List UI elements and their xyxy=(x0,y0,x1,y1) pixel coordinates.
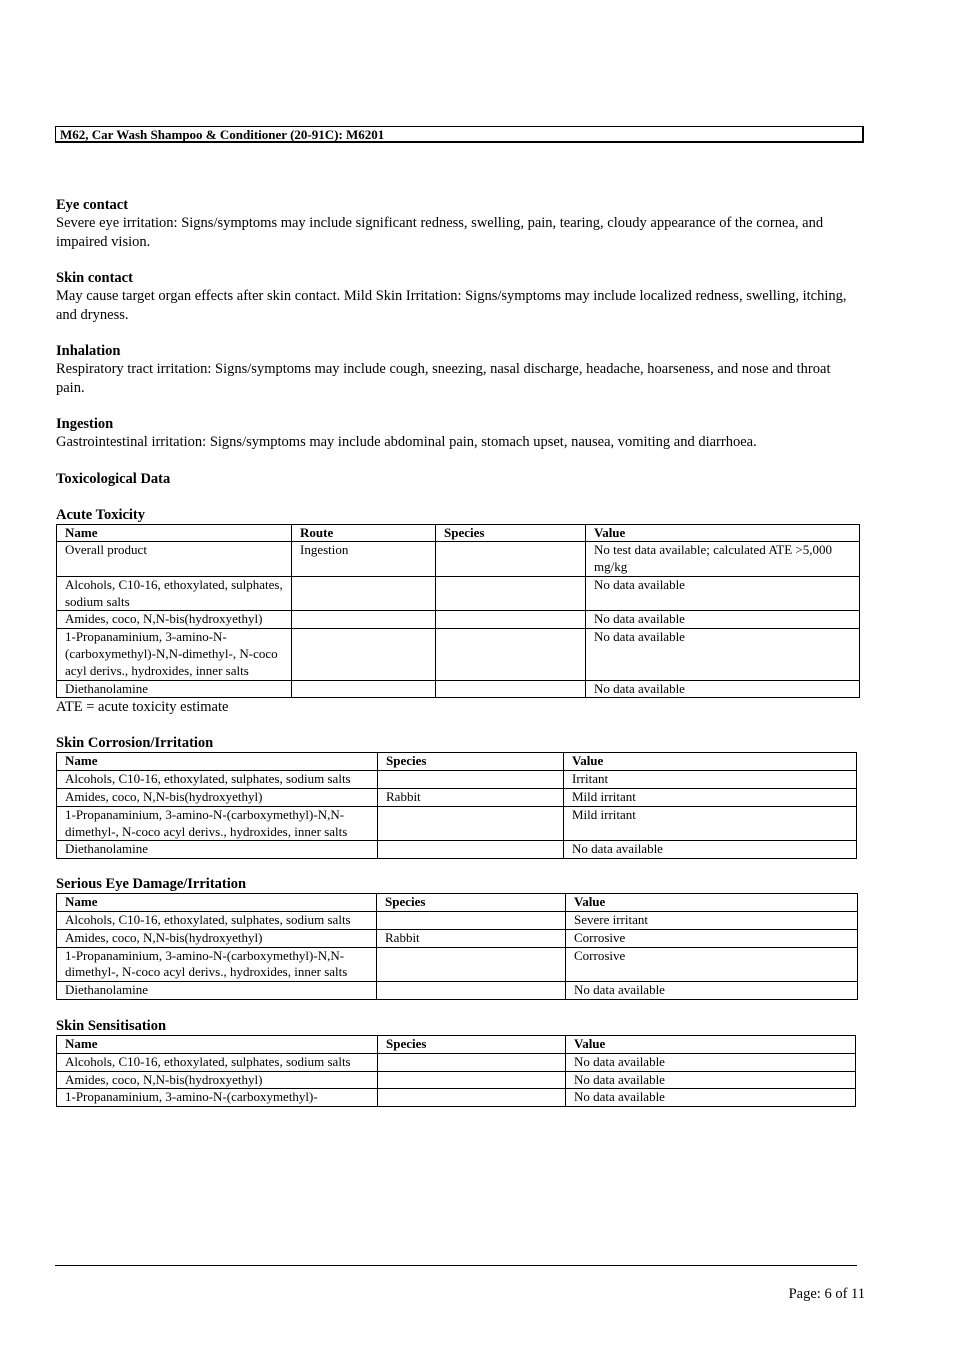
table-cell: 1-Propanaminium, 3-amino-N-(carboxymethyl)- xyxy=(57,1089,378,1107)
column-header: Name xyxy=(57,524,292,542)
table-cell: Alcohols, C10-16, ethoxylated, sulphates, sodium salts xyxy=(57,1053,378,1071)
skin-corrosion-table xyxy=(56,752,857,859)
document-body xyxy=(56,196,856,1107)
table-cell xyxy=(292,611,436,629)
table-row xyxy=(57,947,858,982)
table-row xyxy=(57,1053,856,1071)
table-cell xyxy=(377,947,566,982)
table-row xyxy=(57,929,858,947)
table-header-row xyxy=(57,524,860,542)
table-cell: 1-Propanaminium, 3-amino-N-(carboxymethyl)-N,N-dimethyl-, N-coco acyl derivs., hydroxides, inner salts xyxy=(57,629,292,680)
table-cell: No test data available; calculated ATE >5,000 mg/kg xyxy=(586,542,860,577)
section-heading: Ingestion xyxy=(56,416,114,432)
table-row xyxy=(57,1071,856,1089)
table-cell: No data available xyxy=(566,982,858,1000)
column-header: Name xyxy=(57,1036,378,1054)
column-header: Value xyxy=(586,524,860,542)
column-header: Value xyxy=(564,753,857,771)
table-row xyxy=(57,542,860,577)
table-cell: Corrosive xyxy=(566,929,858,947)
eye-contact-section xyxy=(56,196,856,251)
table-header-row xyxy=(57,894,858,912)
table-cell: Amides, coco, N,N-bis(hydroxyethyl) xyxy=(57,1071,378,1089)
section-heading: Skin contact xyxy=(56,270,133,286)
column-header: Value xyxy=(566,894,858,912)
table-cell: Amides, coco, N,N-bis(hydroxyethyl) xyxy=(57,789,378,807)
skin-contact-section xyxy=(56,269,856,324)
table-cell: Rabbit xyxy=(377,929,566,947)
toxicological-data-heading: Toxicological Data xyxy=(56,470,171,487)
table-cell: Irritant xyxy=(564,771,857,789)
table-cell xyxy=(378,806,564,841)
table-cell: No data available xyxy=(586,629,860,680)
table-cell: Alcohols, C10-16, ethoxylated, sulphates, sodium salts xyxy=(57,912,377,930)
inhalation-section xyxy=(56,342,856,397)
table-row xyxy=(57,576,860,611)
table-cell: Diethanolamine xyxy=(57,841,378,859)
table-cell: No data available xyxy=(586,576,860,611)
table-cell: Overall product xyxy=(57,542,292,577)
table-cell: No data available xyxy=(566,1053,856,1071)
column-header: Species xyxy=(436,524,586,542)
column-header: Name xyxy=(57,894,377,912)
skin-sensitisation-table xyxy=(56,1035,856,1107)
table-cell xyxy=(377,982,566,1000)
table-cell: 1-Propanaminium, 3-amino-N-(carboxymethyl)-N,N-dimethyl-, N-coco acyl derivs., hydroxides, inner salts xyxy=(57,806,378,841)
table-row xyxy=(57,912,858,930)
column-header: Species xyxy=(378,1036,566,1054)
table-cell: Rabbit xyxy=(378,789,564,807)
column-header: Route xyxy=(292,524,436,542)
column-header: Value xyxy=(566,1036,856,1054)
table-header-row xyxy=(57,753,857,771)
table-cell xyxy=(378,771,564,789)
section-text: Gastrointestinal irritation: Signs/symptoms may include abdominal pain, stomach upset, nausea, vomiting and diarrhoea. xyxy=(56,434,757,450)
page-number: Page: 6 of 11 xyxy=(788,1286,865,1302)
table-cell: Amides, coco, N,N-bis(hydroxyethyl) xyxy=(57,929,377,947)
table-cell: Severe irritant xyxy=(566,912,858,930)
table-cell: Corrosive xyxy=(566,947,858,982)
table-cell xyxy=(292,629,436,680)
table-cell xyxy=(292,680,436,698)
table-cell: No data available xyxy=(566,1089,856,1107)
section-heading: Inhalation xyxy=(56,343,121,359)
table-cell xyxy=(378,1053,566,1071)
table-row xyxy=(57,771,857,789)
skin-corrosion-title: Skin Corrosion/Irritation xyxy=(56,735,214,752)
table-cell xyxy=(378,1071,566,1089)
table-cell: Amides, coco, N,N-bis(hydroxyethyl) xyxy=(57,611,292,629)
acute-toxicity-table xyxy=(56,524,860,699)
column-header: Name xyxy=(57,753,378,771)
table-row xyxy=(57,629,860,680)
ate-footnote: ATE = acute toxicity estimate xyxy=(56,699,229,716)
table-cell xyxy=(436,680,586,698)
eye-damage-title: Serious Eye Damage/Irritation xyxy=(56,876,247,893)
footer-divider xyxy=(55,1265,857,1266)
section-heading: Eye contact xyxy=(56,197,129,213)
table-cell xyxy=(292,576,436,611)
table-row xyxy=(57,1089,856,1107)
table-cell: Diethanolamine xyxy=(57,680,292,698)
table-cell xyxy=(436,629,586,680)
table-row xyxy=(57,982,858,1000)
table-header-row xyxy=(57,1036,856,1054)
table-cell: 1-Propanaminium, 3-amino-N-(carboxymethyl)-N,N-dimethyl-, N-coco acyl derivs., hydroxides, inner salts xyxy=(57,947,377,982)
table-row xyxy=(57,789,857,807)
table-cell xyxy=(436,611,586,629)
table-cell: No data available xyxy=(566,1071,856,1089)
table-row xyxy=(57,841,857,859)
table-cell: Ingestion xyxy=(292,542,436,577)
table-cell: No data available xyxy=(586,611,860,629)
section-text: Respiratory tract irritation: Signs/symptoms may include cough, sneezing, nasal discharge, headache, hoarseness, and nose and throat pain. xyxy=(56,361,831,396)
table-cell: No data available xyxy=(586,680,860,698)
table-row xyxy=(57,611,860,629)
table-cell xyxy=(378,1089,566,1107)
section-text: May cause target organ effects after skin contact. Mild Skin Irritation: Signs/symptoms may include localized redness, swelling, itching, and dryness. xyxy=(56,288,847,323)
eye-damage-table xyxy=(56,893,858,1000)
table-row xyxy=(57,806,857,841)
section-text: Severe eye irritation: Signs/symptoms may include significant redness, swelling, pain, tearing, cloudy appearance of the cornea, and impaired vision. xyxy=(56,215,824,250)
table-cell: Diethanolamine xyxy=(57,982,377,1000)
skin-sensitisation-title: Skin Sensitisation xyxy=(56,1018,167,1035)
document-header: M62, Car Wash Shampoo & Conditioner (20-91C): M6201 xyxy=(55,126,864,143)
table-cell: Mild irritant xyxy=(564,789,857,807)
acute-toxicity-title: Acute Toxicity xyxy=(56,506,146,523)
ingestion-section xyxy=(56,415,856,452)
table-cell: Mild irritant xyxy=(564,806,857,841)
table-cell: No data available xyxy=(564,841,857,859)
table-cell xyxy=(436,542,586,577)
column-header: Species xyxy=(378,753,564,771)
column-header: Species xyxy=(377,894,566,912)
table-cell xyxy=(436,576,586,611)
table-cell xyxy=(378,841,564,859)
table-cell: Alcohols, C10-16, ethoxylated, sulphates, sodium salts xyxy=(57,771,378,789)
table-cell: Alcohols, C10-16, ethoxylated, sulphates, sodium salts xyxy=(57,576,292,611)
table-cell xyxy=(377,912,566,930)
table-row xyxy=(57,680,860,698)
